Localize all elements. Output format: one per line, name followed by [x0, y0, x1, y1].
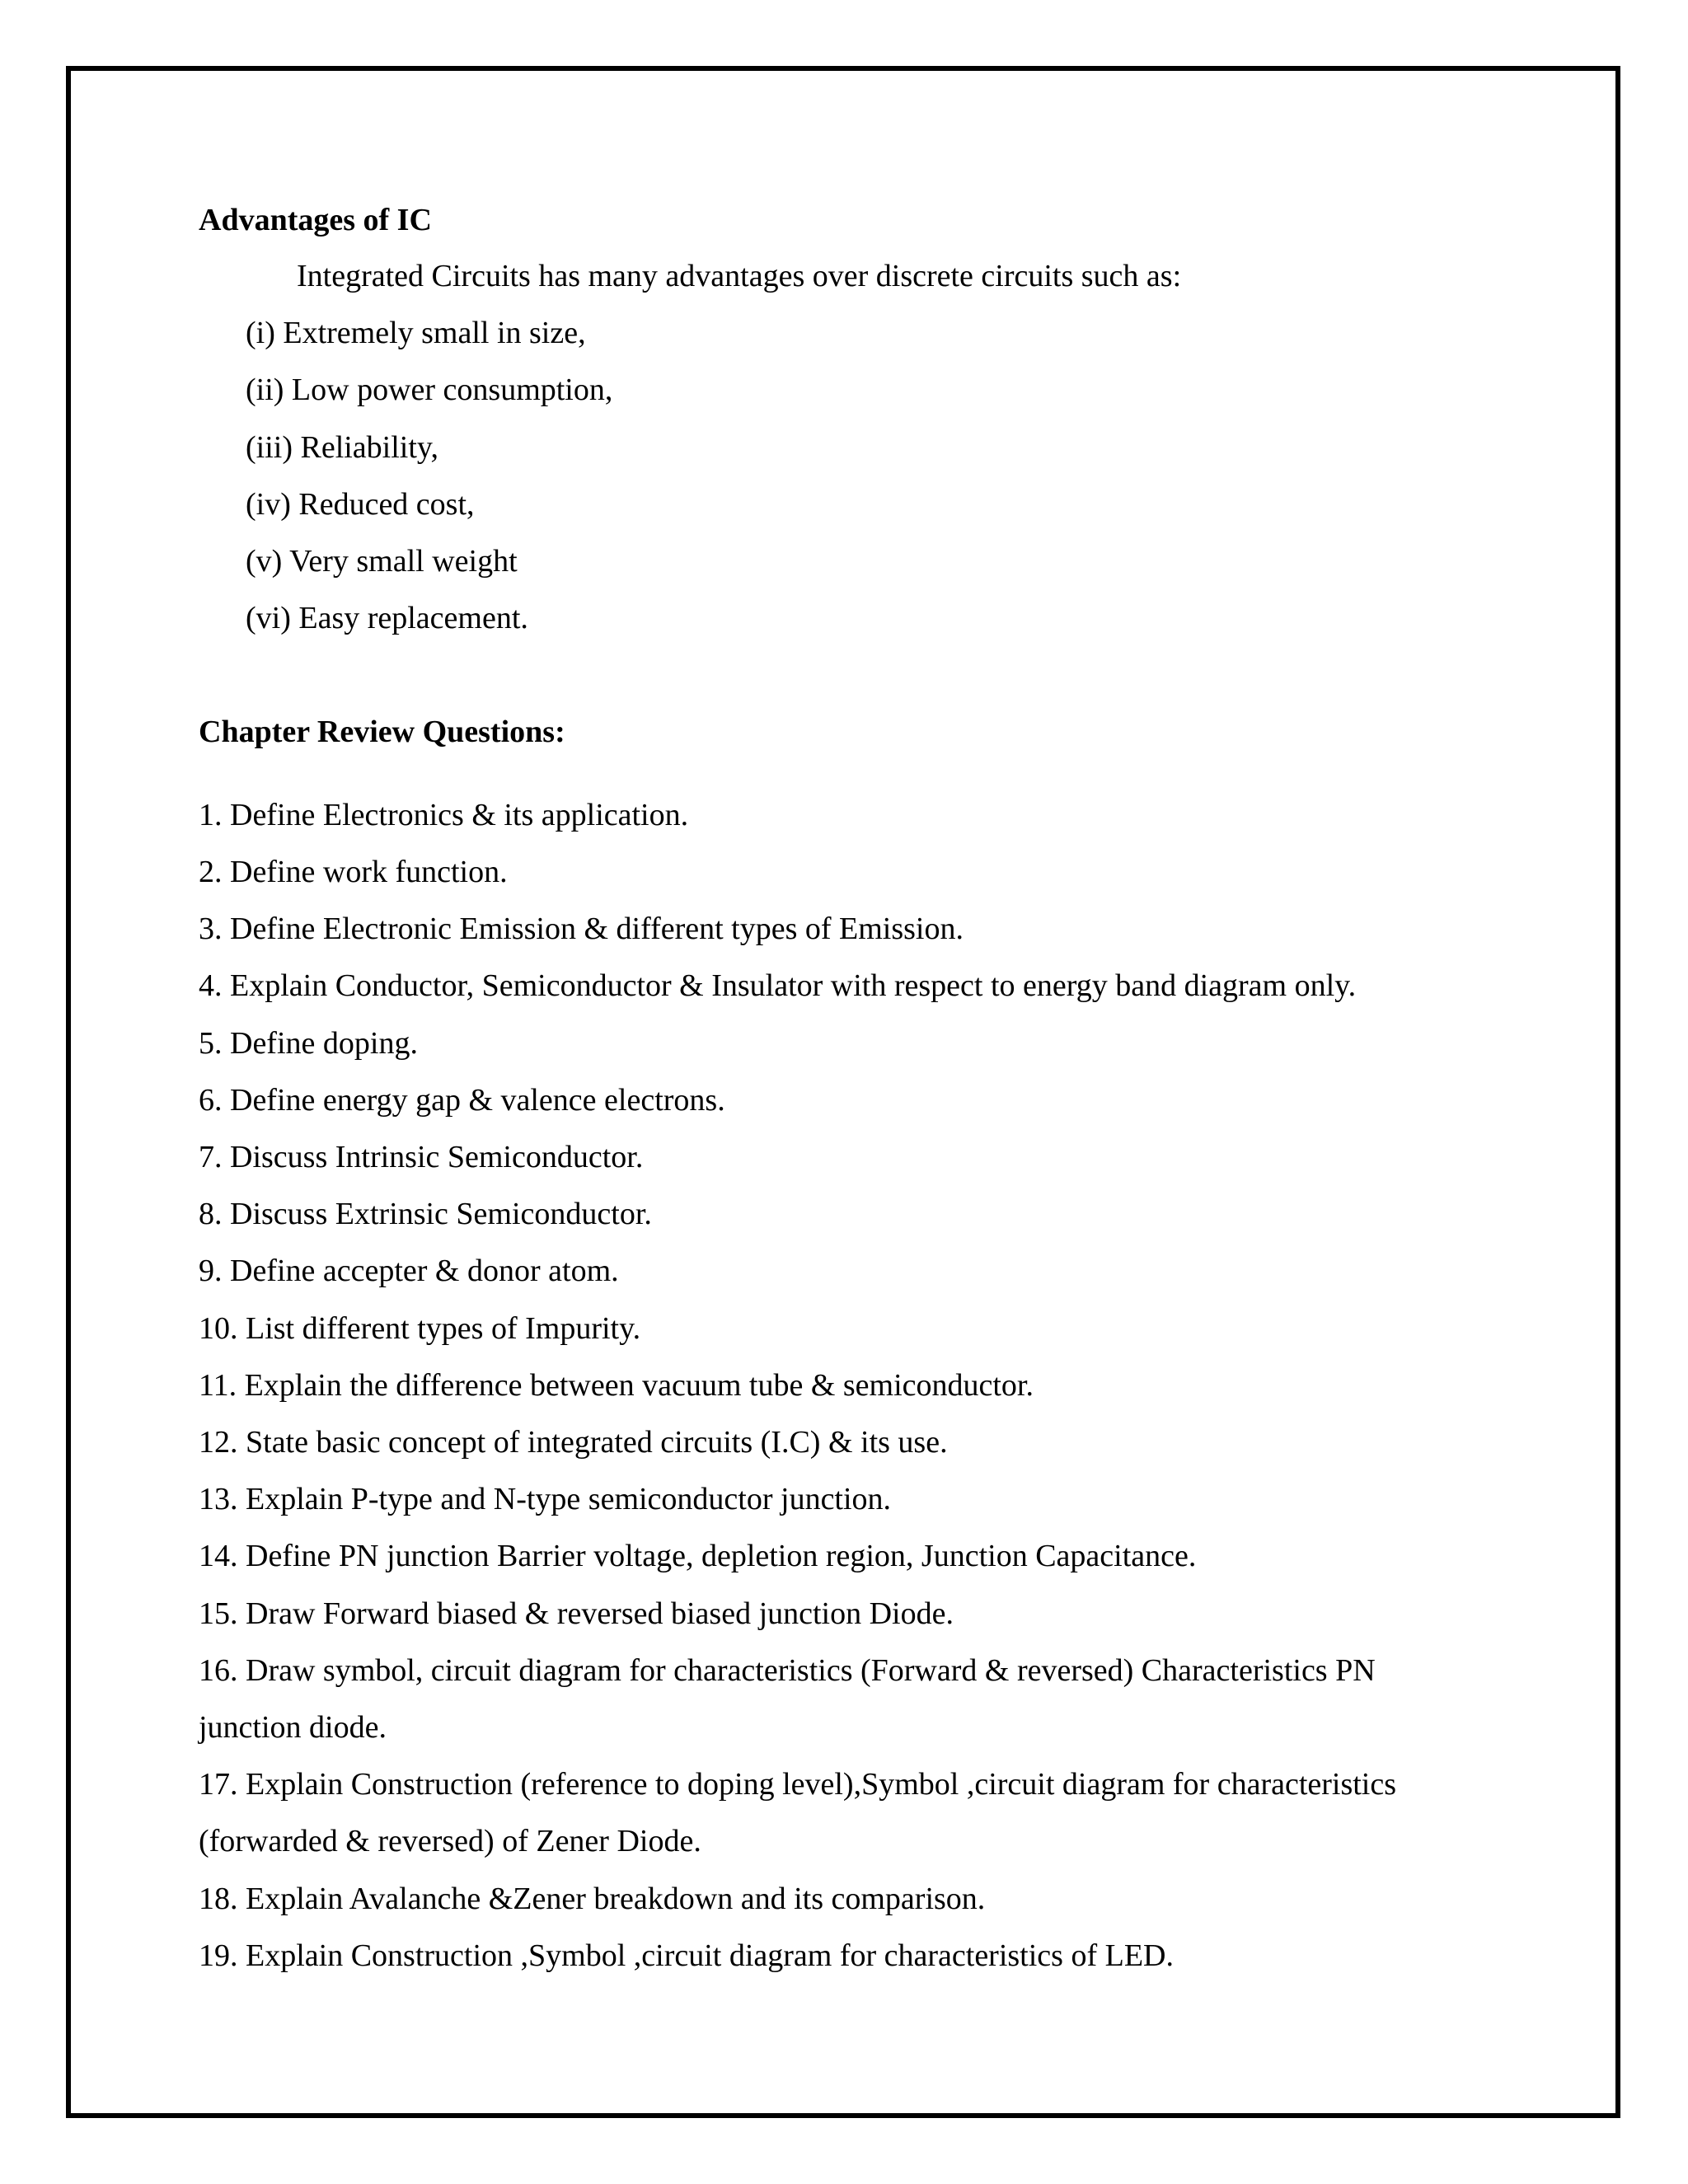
review-question: 12. State basic concept of integrated circuits (I.C) & its use. [199, 1425, 948, 1460]
review-question: 17. Explain Construction (reference to doping level),Symbol ,circuit diagram for characteristics [199, 1767, 1397, 1802]
review-question: 10. List different types of Impurity. [199, 1311, 641, 1346]
review-question: 1. Define Electronics & its application. [199, 798, 689, 832]
advantage-item: (v) Very small weight [246, 544, 518, 579]
review-question: 6. Define energy gap & valence electrons. [199, 1083, 725, 1118]
review-heading: Chapter Review Questions: [199, 715, 565, 749]
review-question: 19. Explain Construction ,Symbol ,circuit diagram for characteristics of LED. [199, 1938, 1174, 1973]
advantages-intro: Integrated Circuits has many advantages over discrete circuits such as: [297, 259, 1182, 293]
review-question: 15. Draw Forward biased & reversed biased junction Diode. [199, 1596, 954, 1631]
review-question: 3. Define Electronic Emission & different types of Emission. [199, 912, 964, 946]
advantage-item: (vi) Easy replacement. [246, 601, 528, 635]
review-question: 7. Discuss Intrinsic Semiconductor. [199, 1140, 644, 1174]
review-question: 16. Draw symbol, circuit diagram for characteristics (Forward & reversed) Characteristics PN [199, 1653, 1376, 1688]
review-question: 13. Explain P-type and N-type semiconductor junction. [199, 1482, 892, 1516]
review-question: 18. Explain Avalanche &Zener breakdown and its comparison. [199, 1882, 986, 1916]
review-question: 11. Explain the difference between vacuum tube & semiconductor. [199, 1368, 1034, 1403]
review-question: 14. Define PN junction Barrier voltage, depletion region, Junction Capacitance. [199, 1539, 1197, 1573]
review-question: 8. Discuss Extrinsic Semiconductor. [199, 1197, 652, 1231]
advantages-heading: Advantages of IC [199, 203, 432, 237]
advantage-item: (iii) Reliability, [246, 430, 438, 465]
advantage-item: (ii) Low power consumption, [246, 373, 613, 407]
review-question: 4. Explain Conductor, Semiconductor & Insulator with respect to energy band diagram only. [199, 968, 1357, 1003]
review-question: 9. Define accepter & donor atom. [199, 1254, 619, 1288]
review-question-continuation: junction diode. [199, 1710, 387, 1745]
review-question: 5. Define doping. [199, 1026, 418, 1061]
advantage-item: (iv) Reduced cost, [246, 487, 475, 522]
advantage-item: (i) Extremely small in size, [246, 316, 586, 350]
review-question-continuation: (forwarded & reversed) of Zener Diode. [199, 1824, 701, 1858]
review-question: 2. Define work function. [199, 855, 508, 889]
